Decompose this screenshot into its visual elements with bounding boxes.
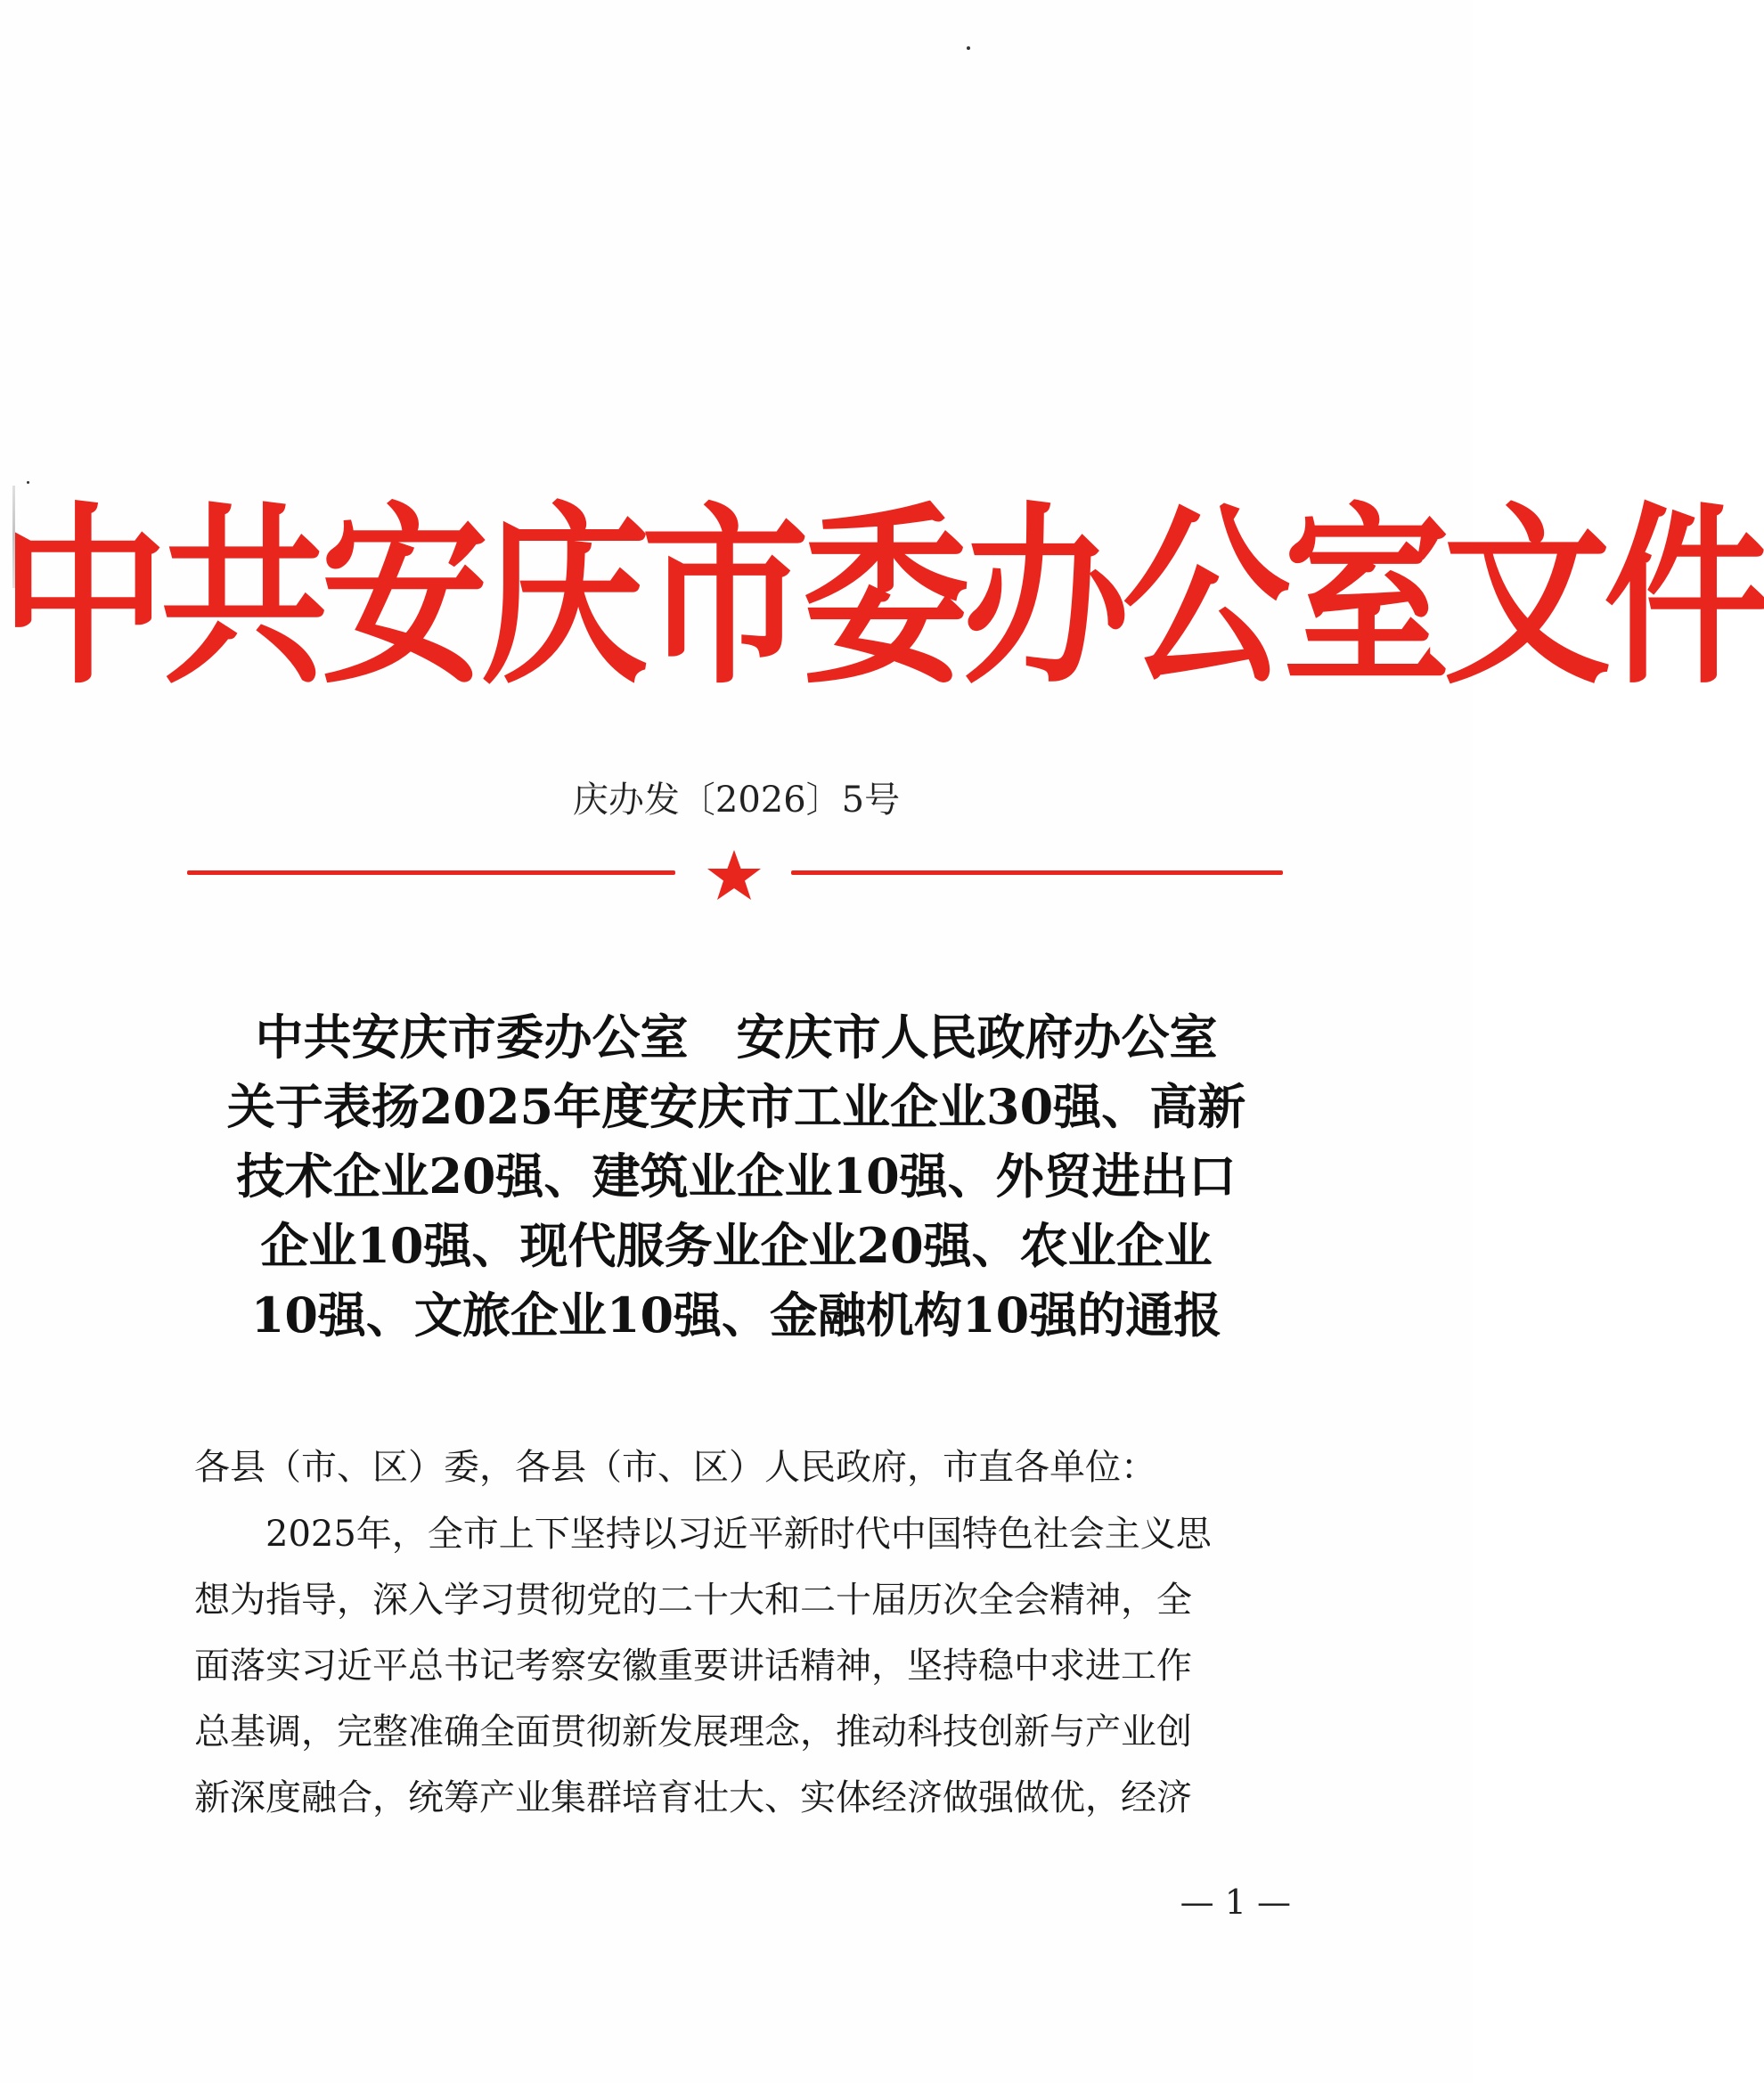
body-line: 新深度融合，统筹产业集群培育壮大、实体经济做强做优，经济 <box>194 1777 1192 1818</box>
red-rule-right <box>791 870 1283 875</box>
body-line: 面落实习近平总书记考察安徽重要讲话精神，坚持稳中求进工作 <box>194 1646 1192 1687</box>
body-line: 想为指导，深入学习贯彻党的二十大和二十届历次全会精神，全 <box>194 1580 1192 1621</box>
title-line: 关于表扬2025年度安庆市工业企业30强、高新 <box>226 1078 1246 1135</box>
red-rule-left <box>187 870 675 875</box>
document-number: 庆办发〔2026〕5号 <box>572 780 901 821</box>
scan-speck <box>967 46 970 50</box>
masthead-title: 中共安庆市委办公室文件 <box>0 486 1764 711</box>
title-line: 企业10强、现代服务业企业20强、农业企业 <box>260 1217 1213 1274</box>
red-star-icon <box>706 848 763 902</box>
title-line: 10强、文旅企业10强、金融机构10强的通报 <box>250 1287 1222 1344</box>
page-number: — 1 — <box>1180 1883 1291 1922</box>
salutation: 各县（市、区）委，各县（市、区）人民政府，市直各单位： <box>194 1447 1156 1488</box>
notice-title <box>178 1002 1294 1350</box>
body-paragraph <box>194 1501 1286 1831</box>
title-line: 中共安庆市委办公室 安庆市人民政府办公室 <box>255 1009 1218 1066</box>
body-line: 2025年，全市上下坚持以习近平新时代中国特色社会主义思 <box>194 1514 1212 1555</box>
body-line: 总基调，完整准确全面贯彻新发展理念，推动科技创新与产业创 <box>194 1711 1192 1752</box>
title-line: 技术企业20强、建筑业企业10强、外贸进出口 <box>236 1148 1237 1205</box>
